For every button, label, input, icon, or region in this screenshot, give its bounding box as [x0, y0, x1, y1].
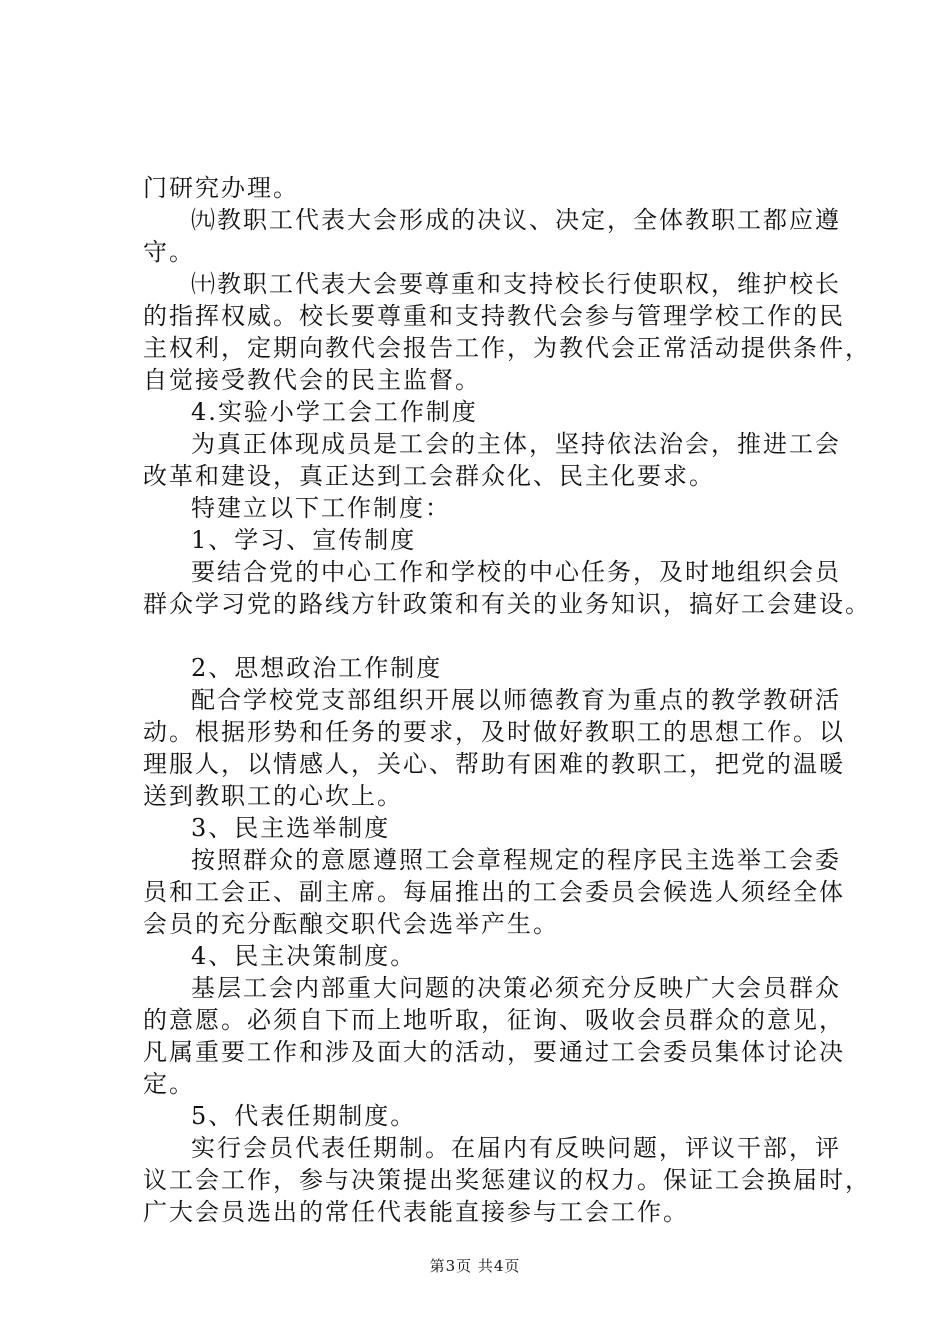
text-line: ㈨教职工代表大会形成的决议、决定，全体教职工都应遵 — [191, 206, 841, 234]
text-line: 为真正体现成员是工会的主体，坚持依法治会，推进工会 — [191, 430, 841, 458]
text-line: 实行会员代表任期制。在届内有反映问题，评议干部，评 — [191, 1134, 841, 1162]
text-line: 4.实验小学工会工作制度 — [191, 398, 478, 426]
text-line: 凡属重要工作和涉及面大的活动，要通过工会委员集体讨论决 — [143, 1038, 845, 1066]
text-line: ㈩教职工代表大会要尊重和支持校长行使职权，维护校长 — [191, 270, 841, 298]
text-line: 主权利，定期向教代会报告工作，为教代会正常活动提供条件， — [143, 334, 871, 362]
text-line: 动。根据形势和任务的要求，及时做好教职工的思想工作。以 — [143, 718, 845, 746]
text-line: 4、民主决策制度。 — [191, 942, 417, 970]
page-footer: 第3页 共4页 — [429, 1257, 521, 1275]
text-line: 广大会员选出的常任代表能直接参与工会工作。 — [143, 1198, 689, 1226]
text-line: 改革和建设，真正达到工会群众化、民主化要求。 — [143, 462, 715, 490]
text-line: 配合学校党支部组织开展以师德教育为重点的教学教研活 — [191, 686, 841, 714]
text-line: 守。 — [143, 238, 195, 266]
text-line: 的意愿。必须自下而上地听取，征询、吸收会员群众的意见， — [143, 1006, 845, 1034]
text-line: 员和工会正、副主席。每届推出的工会委员会候选人须经全体 — [143, 878, 845, 906]
text-line: 3、民主选举制度 — [191, 814, 391, 842]
text-line: 特建立以下工作制度： — [191, 494, 451, 522]
text-line: 要结合党的中心工作和学校的中心任务，及时地组织会员 — [191, 558, 841, 586]
text-line: 5、代表任期制度。 — [191, 1102, 417, 1130]
text-line: 群众学习党的路线方针政策和有关的业务知识，搞好工会建设。 — [143, 590, 871, 618]
text-line: 自觉接受教代会的民主监督。 — [143, 366, 481, 394]
text-line: 基层工会内部重大问题的决策必须充分反映广大会员群众 — [191, 974, 841, 1002]
text-line: 定。 — [143, 1070, 195, 1098]
blank-line — [143, 620, 843, 652]
text-line: 理服人，以情感人，关心、帮助有困难的教职工，把党的温暖 — [143, 750, 845, 778]
text-line: 2、思想政治工作制度 — [191, 654, 443, 682]
text-line: 的指挥权威。校长要尊重和支持教代会参与管理学校工作的民 — [143, 302, 845, 330]
text-line: 送到教职工的心坎上。 — [143, 782, 403, 810]
text-line: 议工会工作，参与决策提出奖惩建议的权力。保证工会换届时， — [143, 1166, 871, 1194]
text-line: 会员的充分酝酿交职代会选举产生。 — [143, 910, 559, 938]
text-line: 1、学习、宣传制度 — [191, 526, 417, 554]
document-body — [143, 172, 871, 1228]
text-line: 按照群众的意愿遵照工会章程规定的程序民主选举工会委 — [191, 846, 841, 874]
text-line: 门研究办理。 — [143, 174, 299, 202]
